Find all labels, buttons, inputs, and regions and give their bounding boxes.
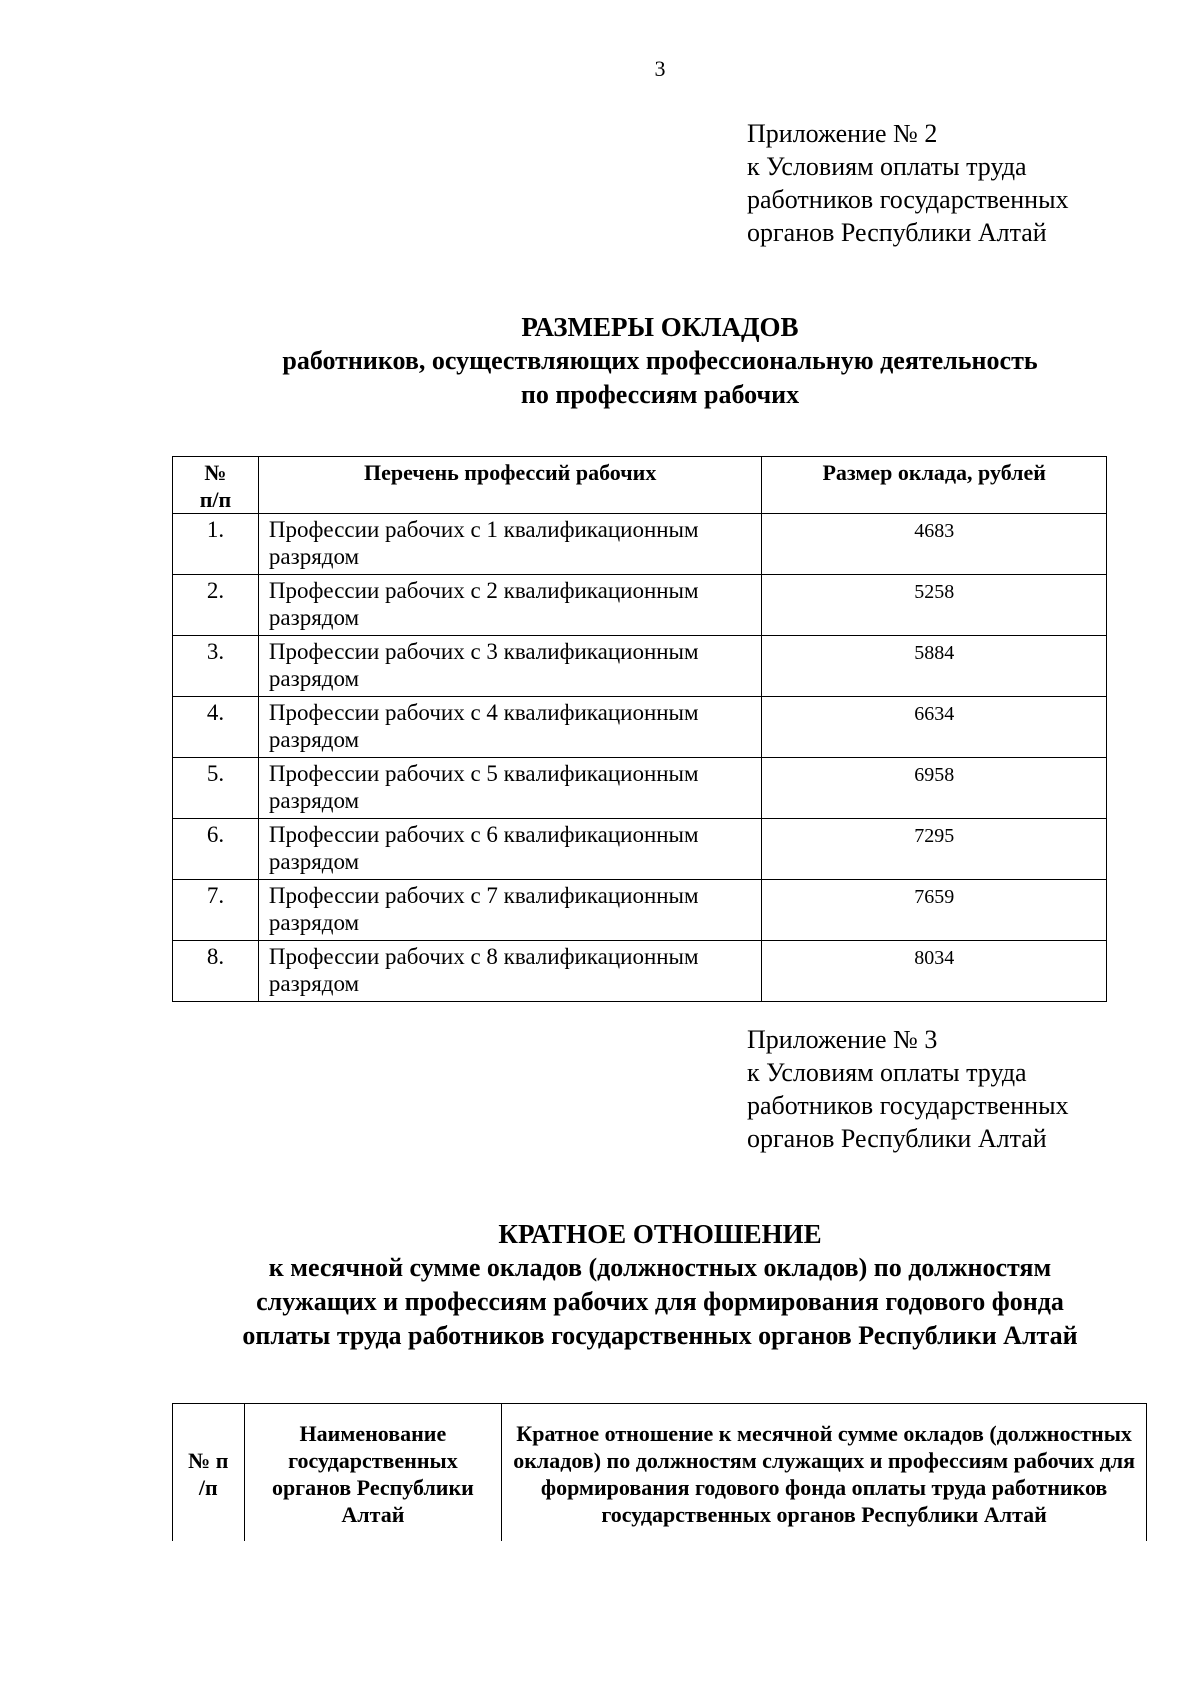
header-text: Наименование государственных органов Республики Алтай	[271, 1420, 474, 1527]
salary-amount: 4683	[762, 514, 1107, 575]
salary-amount: 6634	[762, 697, 1107, 758]
column-header-ratio	[502, 1404, 1147, 1542]
profession-name: Профессии рабочих с 6 квалификационным разрядом	[258, 819, 762, 880]
header-text: № п/п	[199, 460, 232, 512]
profession-name: Профессии рабочих с 5 квалификационным разрядом	[258, 758, 762, 819]
profession-name: Профессии рабочих с 2 квалификационным разрядом	[258, 575, 762, 636]
section-subtitle-line: оплаты труда работников государственных органов Республики Алтай	[242, 1321, 1078, 1350]
salary-amount: 5258	[762, 575, 1107, 636]
profession-name: Профессии рабочих с 1 квалификационным разрядом	[258, 514, 762, 575]
profession-name: Профессии рабочих с 4 квалификационным разрядом	[258, 697, 762, 758]
table-row	[173, 880, 1107, 941]
salary-amount: 7295	[762, 819, 1107, 880]
header-text: Кратное отношение к месячной сумме окладов (должностных окладов) по должностям служащих и профессиям рабочих для формирования годового фонда оплаты труда работников государственных органов Республики Алтай	[513, 1420, 1135, 1527]
table-row	[173, 758, 1107, 819]
table-row	[173, 575, 1107, 636]
table-header-row	[173, 1404, 1147, 1542]
appendix-line: Приложение № 3	[747, 1025, 938, 1054]
section-1-heading	[0, 310, 1200, 412]
salary-table	[172, 456, 1107, 1002]
salary-amount: 5884	[762, 636, 1107, 697]
section-subtitle-line: к месячной сумме окладов (должностных окладов) по должностям	[268, 1253, 1052, 1282]
table-header-row	[173, 457, 1107, 514]
appendix-line: к Условиям оплаты труда	[747, 152, 1027, 181]
column-header-salary: Размер оклада, рублей	[762, 457, 1107, 514]
row-number: 5.	[173, 758, 259, 819]
header-text: № п /п	[188, 1447, 229, 1500]
table-row	[173, 941, 1107, 1002]
section-subtitle-line: служащих и профессиям рабочих для формирования годового фонда	[256, 1287, 1064, 1316]
salary-amount: 7659	[762, 880, 1107, 941]
profession-name: Профессии рабочих с 7 квалификационным разрядом	[258, 880, 762, 941]
profession-name: Профессии рабочих с 3 квалификационным разрядом	[258, 636, 762, 697]
page-number: 3	[654, 56, 666, 81]
column-header-number	[173, 457, 259, 514]
appendix-line: работников государственных	[747, 1091, 1069, 1120]
salary-amount: 8034	[762, 941, 1107, 1002]
appendix-line: Приложение № 2	[747, 119, 938, 148]
appendix-line: органов Республики Алтай	[747, 1124, 1047, 1153]
row-number: 1.	[173, 514, 259, 575]
table-row	[173, 636, 1107, 697]
table-row	[173, 514, 1107, 575]
section-title: КРАТНОЕ ОТНОШЕНИЕ	[498, 1219, 822, 1249]
row-number: 4.	[173, 697, 259, 758]
section-subtitle-line: работников, осуществляющих профессиональную деятельность	[282, 346, 1038, 375]
column-header-agency-name	[244, 1404, 502, 1542]
column-header-profession: Перечень профессий рабочих	[258, 457, 762, 514]
salary-amount: 6958	[762, 758, 1107, 819]
appendix-2-reference	[747, 117, 1069, 249]
ratio-table	[172, 1403, 1147, 1541]
section-2-heading	[0, 1217, 1200, 1353]
table-row	[173, 819, 1107, 880]
appendix-line: к Условиям оплаты труда	[747, 1058, 1027, 1087]
appendix-3-reference	[747, 1023, 1069, 1155]
table-row	[173, 697, 1107, 758]
row-number: 3.	[173, 636, 259, 697]
section-subtitle-line: по профессиям рабочих	[520, 380, 800, 409]
profession-name: Профессии рабочих с 8 квалификационным разрядом	[258, 941, 762, 1002]
row-number: 8.	[173, 941, 259, 1002]
appendix-line: работников государственных	[747, 185, 1069, 214]
appendix-line: органов Республики Алтай	[747, 218, 1047, 247]
column-header-number	[173, 1404, 245, 1542]
section-title: РАЗМЕРЫ ОКЛАДОВ	[521, 312, 799, 342]
row-number: 7.	[173, 880, 259, 941]
row-number: 2.	[173, 575, 259, 636]
row-number: 6.	[173, 819, 259, 880]
